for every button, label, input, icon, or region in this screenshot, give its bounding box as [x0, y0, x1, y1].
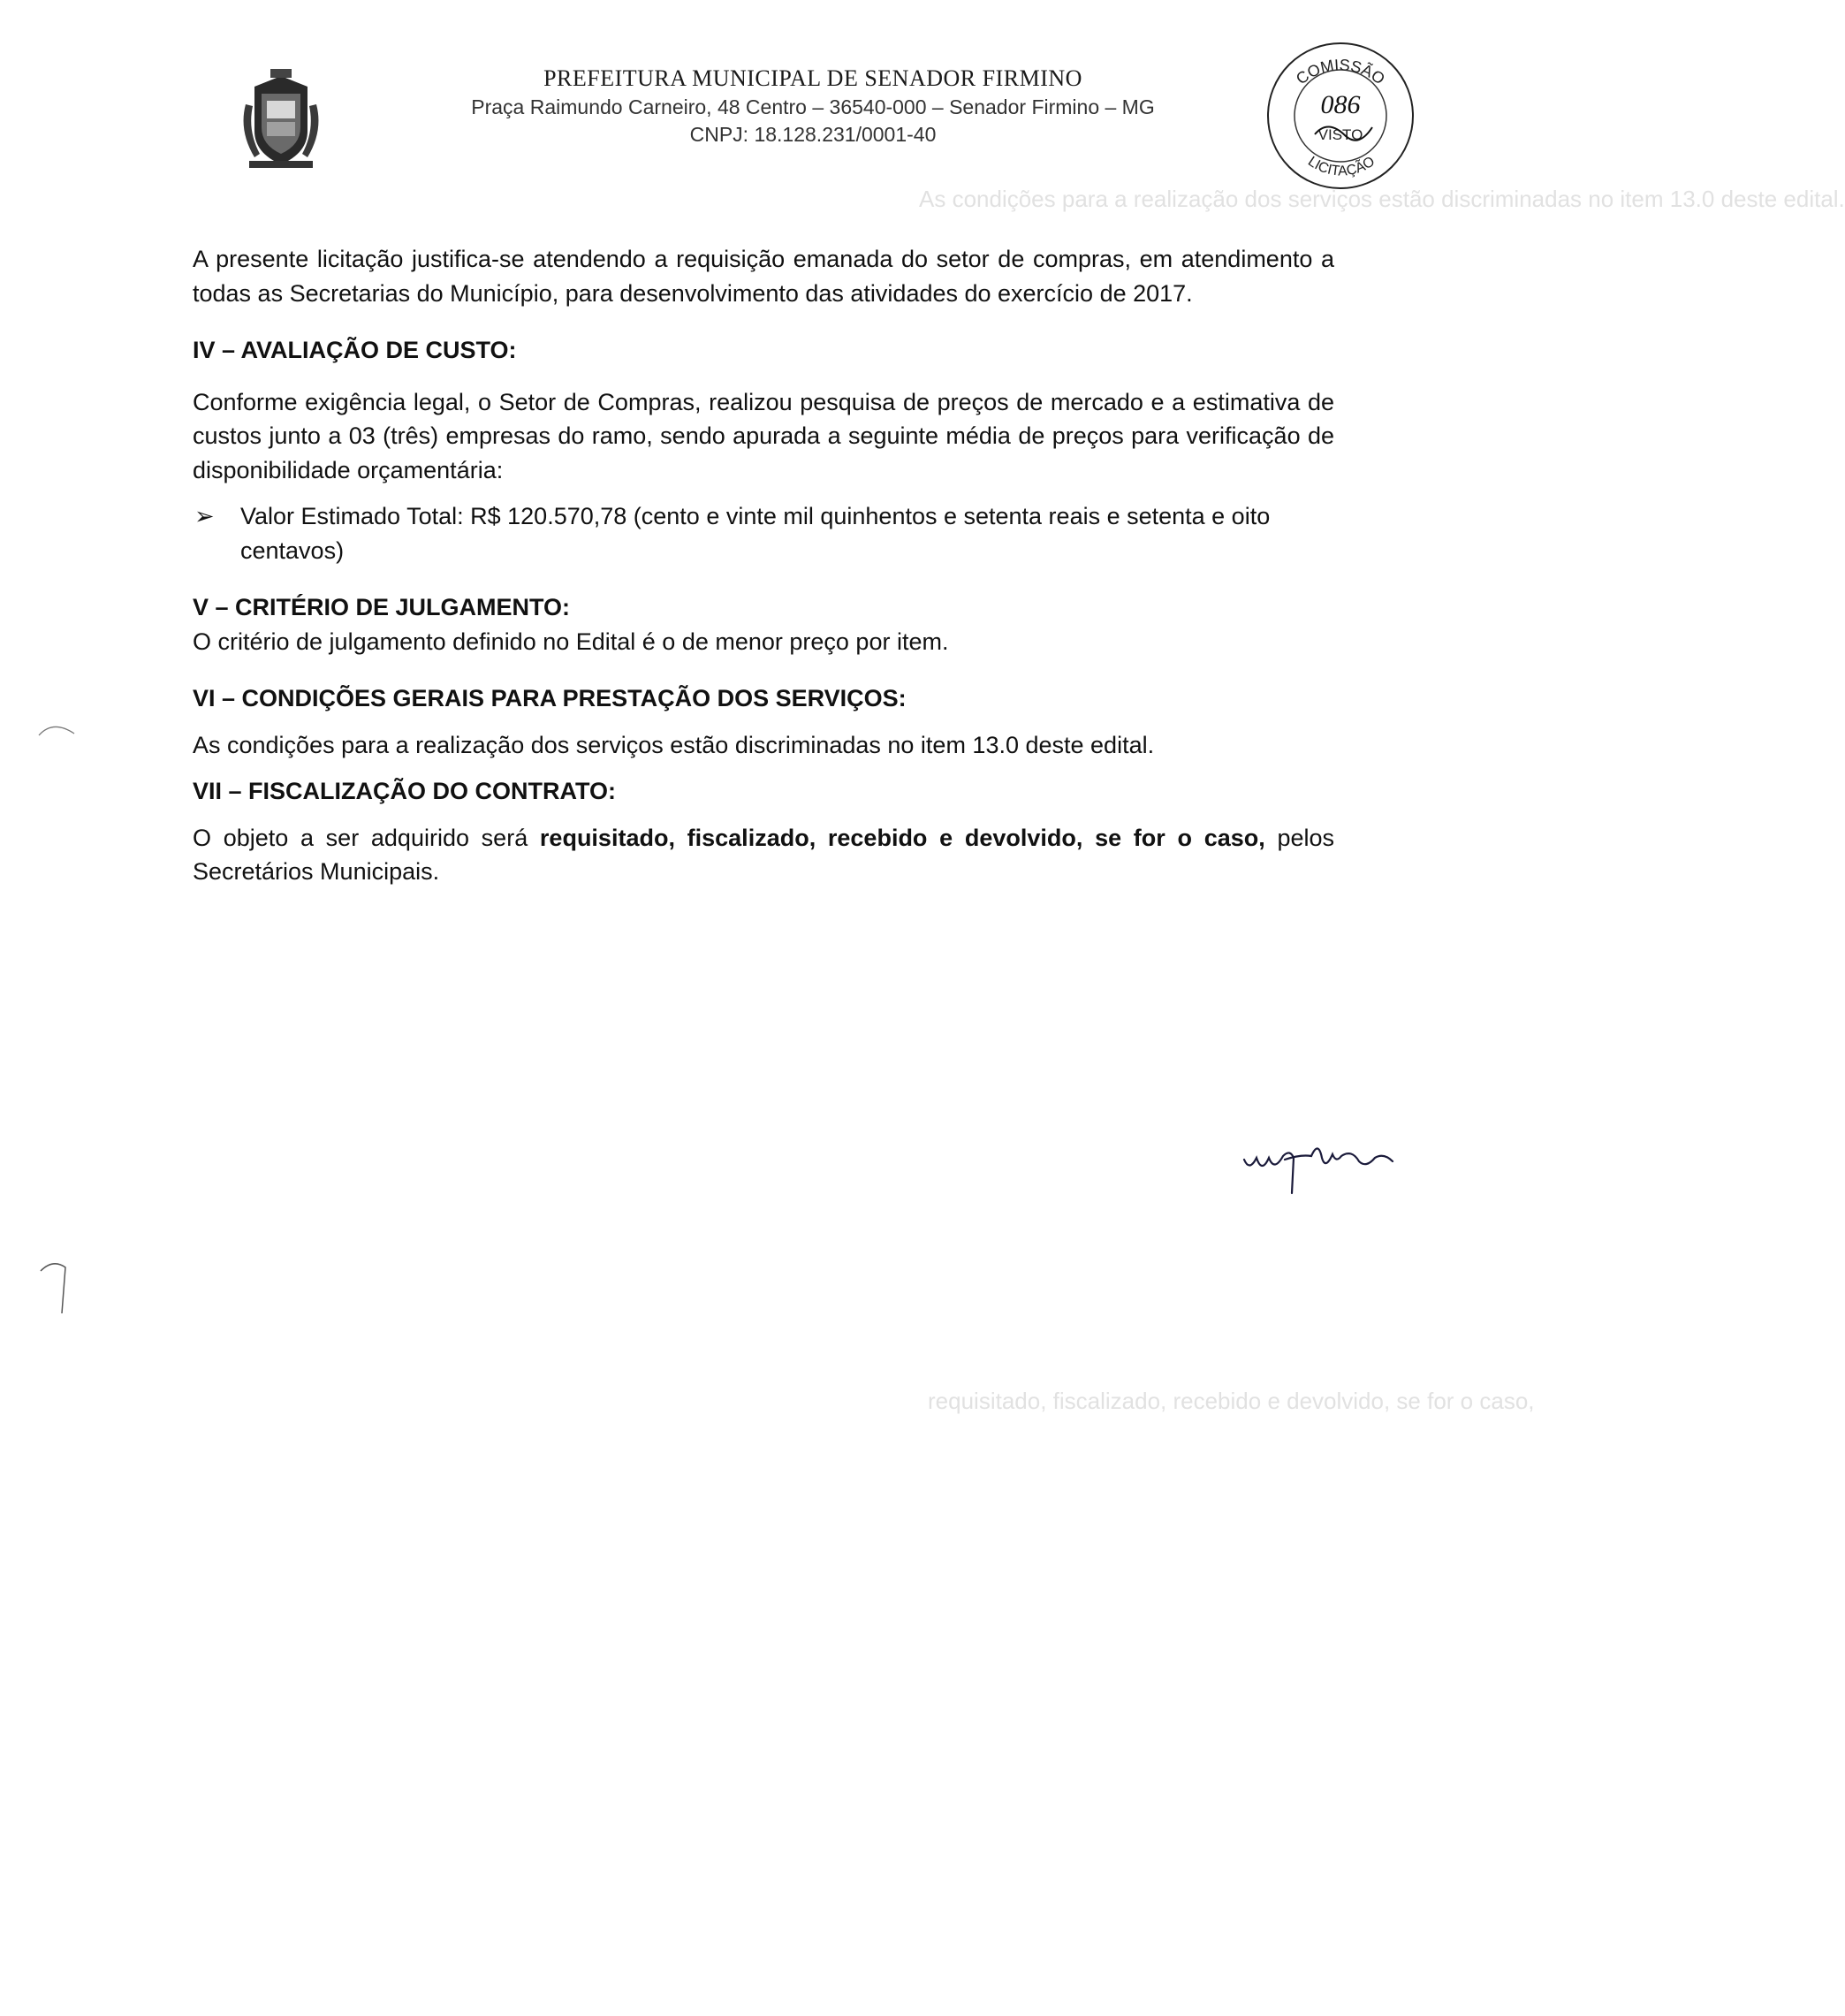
inspection-paragraph: O objeto a ser adquirido será requisitado, fiscalizado, recebido e devolvido, se for o caso, pelos Secretários Municipais.	[193, 824, 1334, 885]
bleed-through: As condições para a realização dos serviços estão discriminadas no item 13.0 deste edital.	[919, 186, 1845, 212]
handwritten-signature	[1237, 1122, 1405, 1202]
stamp-top-text: COMISSÃO	[1292, 56, 1388, 88]
stamp-bottom-text: LICITAÇÃO	[1305, 154, 1378, 179]
letterhead-title: PREFEITURA MUNICIPAL DE SENADOR FIRMINO	[543, 65, 1082, 91]
stamp-word: VISTO	[1317, 126, 1363, 143]
coat-of-arms-icon	[237, 69, 325, 173]
estimated-value-text: Valor Estimado Total: R$ 120.570,78 (cento e vinte mil quinhentos e setenta reais e setenta e oito centavos)	[240, 503, 1271, 564]
pen-mark	[35, 716, 80, 742]
conditions-paragraph: As condições para a realização dos serviços estão discriminadas no item 13.0 deste edital.	[193, 731, 1155, 758]
commission-stamp	[1262, 37, 1419, 194]
criteria-paragraph: O critério de julgamento definido no Edital é o de menor preço por item.	[193, 628, 949, 655]
section-heading-inspection: VII – FISCALIZAÇÃO DO CONTRATO:	[193, 778, 616, 804]
stamp-number: 086	[1320, 90, 1361, 119]
estimated-value-item	[193, 499, 1334, 567]
bullet-arrow-icon: ➢	[194, 503, 215, 529]
svg-text:COMISSÃO	[1293, 56, 1388, 87]
pen-mark	[35, 1255, 88, 1317]
letterhead-address: Praça Raimundo Carneiro, 48 Centro – 36540-000 – Senador Firmino – MG	[471, 95, 1155, 118]
svg-text:LICITAÇÃO	[1305, 154, 1378, 179]
section-heading-cost: IV – AVALIAÇÃO DE CUSTO:	[193, 337, 517, 363]
intro-paragraph: A presente licitação justifica-se atendendo a requisição emanada do setor de compras, em atendimento a todas as Secretarias do Município, para desenvolvimento das atividades do exercício de 2017.	[193, 246, 1334, 307]
document-body	[193, 242, 1334, 889]
letterhead	[389, 65, 1237, 147]
section-heading-conditions: VI – CONDIÇÕES GERAIS PARA PRESTAÇÃO DOS SERVIÇOS:	[193, 685, 907, 711]
inspection-emphasis: requisitado, fiscalizado, recebido e devolvido, se for o caso,	[539, 824, 1265, 851]
letterhead-cnpj: CNPJ: 18.128.231/0001-40	[689, 123, 937, 146]
bleed-through: requisitado, fiscalizado, recebido e devolvido, se for o caso,	[928, 1388, 1535, 1414]
cost-paragraph: Conforme exigência legal, o Setor de Compras, realizou pesquisa de preços de mercado e a estimativa de custos junto a 03 (três) empresas do ramo, sendo apurada a seguinte média de preços para verificação de disponibilidade orçamentária:	[193, 388, 1334, 483]
section-heading-criteria: V – CRITÉRIO DE JULGAMENTO:	[193, 594, 571, 620]
